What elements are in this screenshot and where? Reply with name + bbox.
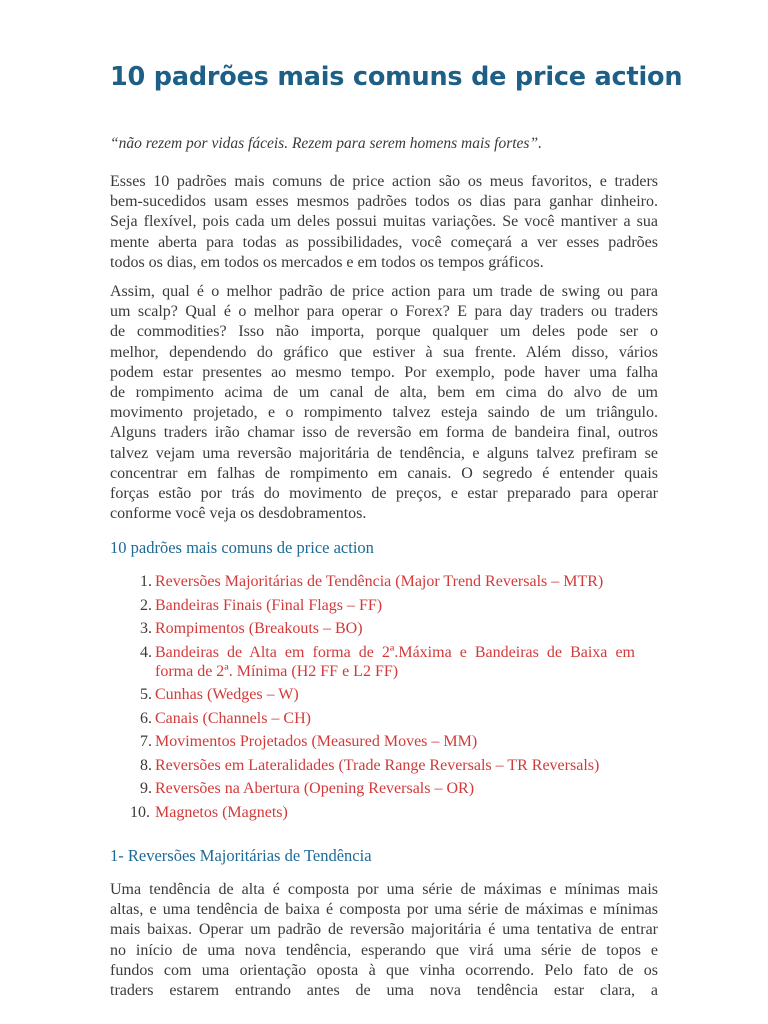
second-line: melhor, dependendo do gráfico que estiver à sua frente. Além disso, vários [110, 343, 658, 361]
list-item-number: 1. [140, 573, 152, 590]
second-line: movimento projetado, e o rompimento talvez esteja saindo de um triângulo. [110, 404, 658, 422]
section-1-line: no início de uma nova tendência, esperando que virá uma série de topos e [110, 941, 658, 959]
list-item-label: Cunhas (Wedges – W) [155, 686, 299, 703]
second-line: conforme você veja os desdobramentos. [110, 505, 367, 523]
list-item-number: 2. [140, 596, 152, 614]
intro-line: todos os dias, em todos os mercados e em todos os tempos gráficos. [110, 253, 544, 271]
list-item-label: Reversões na Abertura (Opening Reversals – OR) [155, 780, 475, 797]
second-line: um scalp? Qual é o melhor para operar o Forex? E para day traders ou traders [110, 303, 658, 321]
list-item [110, 756, 640, 775]
second-line: forças estão por trás do movimento de preços, e estar preparado para operar [110, 484, 658, 502]
section-1-heading: 1- Reversões Majoritárias de Tendência [110, 846, 372, 865]
intro-line: mente aberta para todas as possibilidades, você começará a ver esses padrões [110, 233, 658, 251]
section-1-line: altas, e uma tendência de baixa é composta por uma série de máximas e mínimas [110, 901, 658, 919]
list-item-label: Movimentos Projetados (Measured Moves – MM) [155, 733, 478, 750]
section-1-line: Uma tendência de alta é composta por uma série de máximas e mínimas mais [110, 881, 658, 898]
list-item-label: Canais (Channels – CH) [155, 709, 311, 727]
patterns-list [110, 572, 640, 826]
list-item-label: Reversões em Lateralidades (Trade Range Reversals – TR Reversals) [155, 756, 600, 774]
second-line: Alguns traders irão chamar isso de reversão em forma de bandeira final, outros [110, 424, 658, 442]
section-1-line: fundos com uma orientação oposta à que vinha ocorrendo. Pelo fato de os [110, 961, 658, 979]
list-item [110, 596, 640, 615]
section-1-paragraph [110, 880, 658, 1001]
list-item-number: 6. [140, 709, 152, 727]
list-item-number: 5. [140, 686, 152, 703]
epigraph-quote: “não rezem por vidas fáceis. Rezem para serem homens mais fortes”. [110, 135, 542, 152]
second-paragraph [110, 282, 658, 524]
list-item-number: 3. [140, 620, 152, 637]
document-title: 10 padrões mais comuns de price action [110, 62, 683, 92]
list-item-number: 7. [140, 733, 152, 750]
list-item [110, 779, 640, 798]
intro-paragraph [110, 172, 658, 273]
list-item-number: 9. [140, 780, 152, 797]
list-item-label: Magnetos (Magnets) [155, 803, 288, 821]
list-item [110, 643, 640, 681]
second-line: concentrar em falhas de rompimento em canais. O segredo é entender quais [110, 464, 658, 482]
list-item-label: Bandeiras de Alta em forma de 2ª.Máxima e Bandeiras de Baixa em [155, 643, 635, 661]
list-item [110, 619, 640, 638]
list-item [110, 803, 640, 822]
section-1-line: traders estarem entrando antes de uma nova tendência estar clara, a [110, 981, 658, 999]
list-item [110, 709, 640, 728]
list-item-label: Rompimentos (Breakouts – BO) [155, 620, 363, 637]
list-item-label: Bandeiras Finais (Final Flags – FF) [155, 596, 383, 614]
list-heading: 10 padrões mais comuns de price action [110, 538, 374, 557]
list-item-label: Reversões Majoritárias de Tendência (Major Trend Reversals – MTR) [155, 573, 604, 590]
intro-line: Seja flexível, pois cada um deles possui muitas variações. Se você mantiver a sua [110, 213, 658, 231]
list-item-label: forma de 2ª. Mínima (H2 FF e L2 FF) [155, 662, 399, 680]
list-item [110, 685, 640, 704]
second-line: de commodities? Isso não importa, porque qualquer um deles pode ser o [110, 323, 658, 341]
section-1-line: mais baixas. Operar um padrão de reversão majoritária é uma tentativa de entrar [110, 921, 658, 939]
intro-line: bem-sucedidos usam esses mesmos padrões todos os dias para ganhar dinheiro. [110, 193, 658, 211]
list-item [110, 732, 640, 751]
list-item-number: 8. [140, 756, 152, 774]
list-item [110, 572, 640, 591]
second-line: de rompimento acima de um canal de alta, bem em cima do alvo de um [110, 383, 658, 401]
intro-line: Esses 10 padrões mais comuns de price action são os meus favoritos, e traders [110, 173, 658, 190]
list-item-number: 10. [130, 803, 150, 821]
second-line: Assim, qual é o melhor padrão de price action para um trade de swing ou para [110, 283, 658, 300]
second-line: podem estar presentes ao mesmo tempo. Por exemplo, pode haver uma falha [110, 363, 658, 381]
list-item-number: 4. [140, 643, 152, 661]
second-line: talvez vejam uma reversão majoritária de tendência, e alguns talvez prefiram se [110, 444, 658, 462]
